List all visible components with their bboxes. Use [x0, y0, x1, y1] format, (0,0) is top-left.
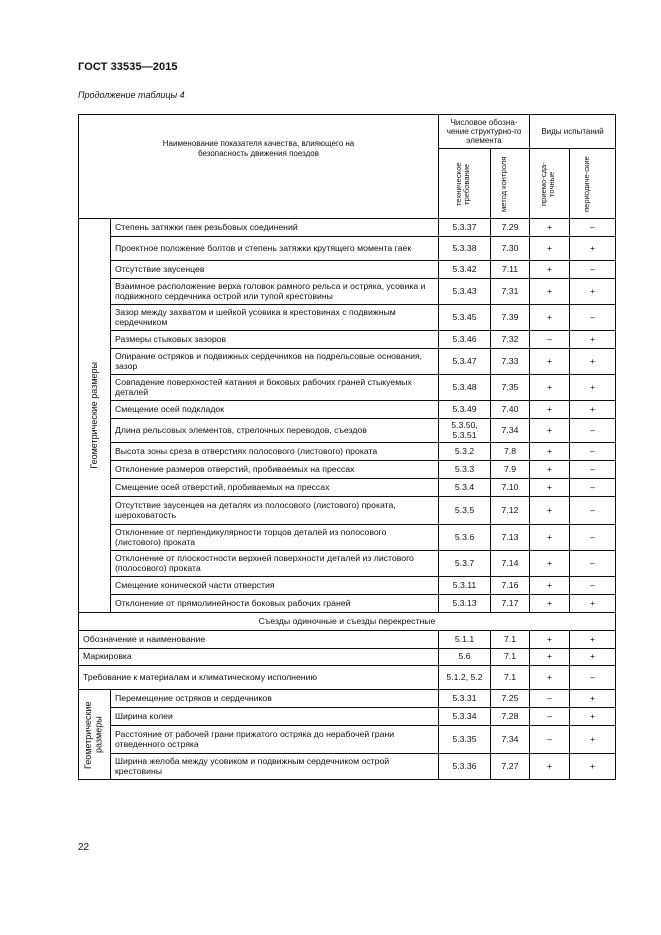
indicator-name: Ширина желоба между усовиком и подвижным сердечником острой крестовины [111, 754, 439, 780]
control-method-ref: 7.31 [491, 279, 530, 305]
indicator-name: Отклонение от перпендикулярности торцов деталей из полосового (листового) проката [111, 525, 439, 551]
control-method-ref: 7.1 [491, 631, 530, 649]
control-method-ref: 7.35 [491, 375, 530, 401]
header-row-1 [79, 115, 616, 149]
acceptance-test-mark: + [530, 305, 570, 331]
control-method-ref: 7.33 [491, 349, 530, 375]
control-method-ref: 7.16 [491, 577, 530, 595]
acceptance-test-mark: – [530, 331, 570, 349]
quality-indicators-table [78, 114, 616, 780]
periodic-test-mark: + [570, 708, 616, 726]
indicator-name: Отклонение от плоскостности верхней поверхности деталей из листового (полосового) проката [111, 551, 439, 577]
indicator-name: Отсутствие заусенцев [111, 261, 439, 279]
periodic-test-mark: + [570, 331, 616, 349]
periodic-test-mark: – [570, 261, 616, 279]
indicator-name: Маркировка [79, 649, 439, 666]
periodic-test-mark: + [570, 754, 616, 780]
row-group-label-cell [79, 690, 111, 780]
periodic-test-mark: + [570, 690, 616, 708]
periodic-test-mark: – [570, 666, 616, 690]
indicator-name: Смещение осей подкладок [111, 401, 439, 419]
table-row [79, 631, 616, 649]
periodic-test-mark: – [570, 497, 616, 525]
requirement-ref: 5.3.49 [439, 401, 491, 419]
requirement-ref: 5.3.13 [439, 595, 491, 613]
control-method-ref: 7.30 [491, 237, 530, 261]
periodic-test-mark: + [570, 631, 616, 649]
indicator-name: Зазор между захватом и шейкой усовика в крестовинах с подвижным сердечником [111, 305, 439, 331]
acceptance-test-mark: – [530, 708, 570, 726]
acceptance-test-mark: + [530, 666, 570, 690]
section-title: Съезды одиночные и съезды перекрестные [79, 613, 616, 631]
table-row [79, 666, 616, 690]
requirement-ref: 5.3.38 [439, 237, 491, 261]
control-method-ref: 7.17 [491, 595, 530, 613]
table-row [79, 479, 616, 497]
indicator-name: Смещение конической части отверстия [111, 577, 439, 595]
acceptance-test-mark: + [530, 419, 570, 443]
acceptance-test-mark: + [530, 461, 570, 479]
acceptance-test-mark: + [530, 279, 570, 305]
sub-acceptance-header: приемо-сда-точные [538, 161, 556, 206]
section-title-row [79, 613, 616, 631]
control-method-ref: 7.40 [491, 401, 530, 419]
control-method-ref: 7.34 [491, 726, 530, 754]
table-row [79, 461, 616, 479]
acceptance-test-mark: + [530, 649, 570, 666]
requirement-ref: 5.3.42 [439, 261, 491, 279]
col-numeric-header: Числовое обозна-чение структурно-го элемента [446, 117, 522, 146]
acceptance-test-mark: + [530, 219, 570, 237]
requirement-ref: 5.3.43 [439, 279, 491, 305]
requirement-ref: 5.1.1 [439, 631, 491, 649]
indicator-name: Ширина колеи [111, 708, 439, 726]
col-tests-header: Виды испытаний [541, 126, 604, 136]
col-name-header-cell [79, 115, 439, 219]
periodic-test-mark: + [570, 726, 616, 754]
control-method-ref: 7.1 [491, 649, 530, 666]
row-group-label: Геометрические размеры [83, 700, 104, 769]
table-row [79, 419, 616, 443]
table-row [79, 708, 616, 726]
periodic-test-mark: – [570, 479, 616, 497]
control-method-ref: 7.9 [491, 461, 530, 479]
requirement-ref: 5.3.50, 5.3.51 [439, 419, 491, 443]
indicator-name: Степень затяжки гаек резьбовых соединений [111, 219, 439, 237]
control-method-ref: 7.13 [491, 525, 530, 551]
periodic-test-mark: + [570, 279, 616, 305]
acceptance-test-mark: – [530, 690, 570, 708]
sub-requirement-header: техническое требование [453, 161, 471, 206]
acceptance-test-mark: + [530, 443, 570, 461]
requirement-ref: 5.3.5 [439, 497, 491, 525]
control-method-ref: 7.28 [491, 708, 530, 726]
control-method-ref: 7.1 [491, 666, 530, 690]
requirement-ref: 5.3.4 [439, 479, 491, 497]
requirement-ref: 5.3.34 [439, 708, 491, 726]
periodic-test-mark: – [570, 551, 616, 577]
acceptance-test-mark: + [530, 525, 570, 551]
control-method-ref: 7.11 [491, 261, 530, 279]
table-row [79, 401, 616, 419]
table-row [79, 525, 616, 551]
periodic-test-mark: – [570, 525, 616, 551]
acceptance-test-mark: + [530, 349, 570, 375]
indicator-name: Требование к материалам и климатическому исполнению [79, 666, 439, 690]
table-row [79, 551, 616, 577]
acceptance-test-mark: + [530, 754, 570, 780]
table-continuation-caption: Продолжение таблицы 4 [78, 90, 185, 100]
requirement-ref: 5.3.3 [439, 461, 491, 479]
acceptance-test-mark: – [530, 726, 570, 754]
acceptance-test-mark: + [530, 375, 570, 401]
table-row [79, 577, 616, 595]
acceptance-test-mark: + [530, 595, 570, 613]
table-row [79, 305, 616, 331]
periodic-test-mark: + [570, 349, 616, 375]
acceptance-test-mark: + [530, 479, 570, 497]
table-row [79, 690, 616, 708]
col-numeric-header-cell [439, 115, 530, 149]
indicator-name: Обозначение и наименование [79, 631, 439, 649]
indicator-name: Взаимное расположение верха головок рамного рельса и остряка, усовика и подвижного сердечника острой или тупой крестовины [111, 279, 439, 305]
table-row [79, 279, 616, 305]
control-method-ref: 7.12 [491, 497, 530, 525]
indicator-name: Отсутствие заусенцев на деталях из полосового (листового) проката, шероховатость [111, 497, 439, 525]
requirement-ref: 5.3.7 [439, 551, 491, 577]
periodic-test-mark: + [570, 237, 616, 261]
standard-code: ГОСТ 33535—2015 [78, 61, 178, 73]
requirement-ref: 5.3.47 [439, 349, 491, 375]
control-method-ref: 7.29 [491, 219, 530, 237]
control-method-ref: 7.32 [491, 331, 530, 349]
requirement-ref: 5.6 [439, 649, 491, 666]
table-row [79, 237, 616, 261]
control-method-ref: 7.39 [491, 305, 530, 331]
periodic-test-mark: – [570, 577, 616, 595]
table-row [79, 726, 616, 754]
acceptance-test-mark: + [530, 497, 570, 525]
requirement-ref: 5.3.45 [439, 305, 491, 331]
requirement-ref: 5.3.2 [439, 443, 491, 461]
periodic-test-mark: – [570, 305, 616, 331]
periodic-test-mark: + [570, 595, 616, 613]
indicator-name: Отклонение от прямолинейности боковых рабочих граней [111, 595, 439, 613]
table-row [79, 375, 616, 401]
acceptance-test-mark: + [530, 261, 570, 279]
page-number: 22 [78, 842, 90, 853]
col-tests-header-cell [530, 115, 616, 149]
table-row [79, 595, 616, 613]
sub-requirement-cell [439, 149, 491, 219]
sub-method-header: метод контроля [499, 155, 508, 212]
sub-method-cell [491, 149, 530, 219]
table-row [79, 219, 616, 237]
control-method-ref: 7.8 [491, 443, 530, 461]
requirement-ref: 5.3.6 [439, 525, 491, 551]
acceptance-test-mark: + [530, 237, 570, 261]
table-row [79, 349, 616, 375]
periodic-test-mark: + [570, 649, 616, 666]
indicator-name: Длина рельсовых элементов, стрелочных переводов, съездов [111, 419, 439, 443]
table-row [79, 649, 616, 666]
requirement-ref: 5.1.2, 5.2 [439, 666, 491, 690]
col-name-header: Наименование показателя качества, влияющего на безопасность движения поездов [162, 139, 355, 158]
table-row [79, 331, 616, 349]
indicator-name: Опирание остряков и подвижных сердечников на подрельсовые основания, зазор [111, 349, 439, 375]
periodic-test-mark: – [570, 219, 616, 237]
periodic-test-mark: – [570, 443, 616, 461]
sub-acceptance-cell [530, 149, 570, 219]
sub-periodic-cell [570, 149, 616, 219]
acceptance-test-mark: + [530, 577, 570, 595]
requirement-ref: 5.3.46 [439, 331, 491, 349]
table-row [79, 443, 616, 461]
acceptance-test-mark: + [530, 401, 570, 419]
row-group-label-cell [79, 219, 111, 613]
control-method-ref: 7.25 [491, 690, 530, 708]
periodic-test-mark: – [570, 461, 616, 479]
requirement-ref: 5.3.37 [439, 219, 491, 237]
requirement-ref: 5.3.11 [439, 577, 491, 595]
requirement-ref: 5.3.48 [439, 375, 491, 401]
indicator-name: Размеры стыковых зазоров [111, 331, 439, 349]
indicator-name: Перемещение остряков и сердечников [111, 690, 439, 708]
indicator-name: Совпадение поверхностей катания и боковых рабочих граней стыкуемых деталей [111, 375, 439, 401]
acceptance-test-mark: + [530, 551, 570, 577]
row-group-label: Геометрические размеры [89, 362, 100, 469]
acceptance-test-mark: + [530, 631, 570, 649]
control-method-ref: 7.10 [491, 479, 530, 497]
requirement-ref: 5.3.36 [439, 754, 491, 780]
periodic-test-mark: + [570, 401, 616, 419]
table-row [79, 754, 616, 780]
sub-periodic-header: периодиче-ские [581, 155, 591, 212]
table-row [79, 497, 616, 525]
indicator-name: Смещение осей отверстий, пробиваемых на прессах [111, 479, 439, 497]
control-method-ref: 7.34 [491, 419, 530, 443]
control-method-ref: 7.14 [491, 551, 530, 577]
indicator-name: Отклонение размеров отверстий, пробиваемых на прессах [111, 461, 439, 479]
indicator-name: Проектное положение болтов и степень затяжки крутящего момента гаек [111, 237, 439, 261]
periodic-test-mark: – [570, 419, 616, 443]
periodic-test-mark: + [570, 375, 616, 401]
table-row [79, 261, 616, 279]
indicator-name: Расстояние от рабочей грани прижатого остряка до нерабочей грани отведенного остряка [111, 726, 439, 754]
requirement-ref: 5.3.35 [439, 726, 491, 754]
indicator-name: Высота зоны среза в отверстиях полосового (листового) проката [111, 443, 439, 461]
control-method-ref: 7.27 [491, 754, 530, 780]
requirement-ref: 5.3.31 [439, 690, 491, 708]
